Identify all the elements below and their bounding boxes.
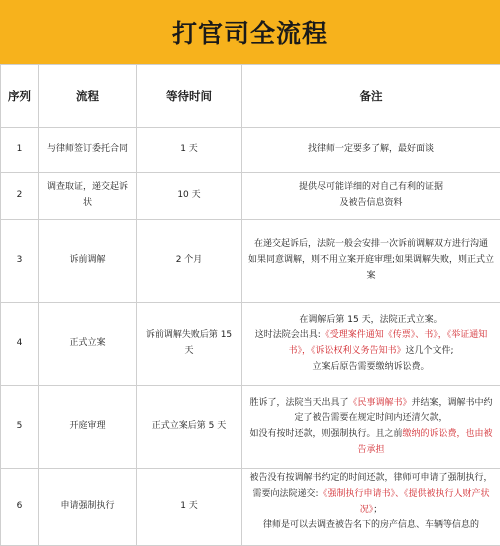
- note-text: 这时法院会出具:: [255, 330, 321, 340]
- header-sequence: 序列: [1, 65, 39, 128]
- title-banner: [0, 0, 500, 64]
- note-text: 在递交起诉后，法院一般会安排一次诉前调解双方进行沟通: [254, 239, 488, 249]
- note-text: 如没有按时还款，则强制执行。且之前: [249, 429, 402, 439]
- row-number: 2: [1, 173, 39, 220]
- wait-time: 正式立案后第 5 天: [137, 386, 242, 469]
- row-number: 5: [1, 386, 39, 469]
- note-text: 立案后原告需要缴纳诉讼费。: [312, 362, 429, 372]
- note-highlight: 《受理案件通知《传票》、书》，《举证通知书》，《诉讼权利义务告知书》: [288, 330, 487, 356]
- note-paragraph: [246, 328, 496, 360]
- note-paragraph: [246, 396, 496, 428]
- table-row: [1, 469, 500, 546]
- header-process: 流程: [39, 65, 137, 128]
- note-cell: [242, 386, 500, 469]
- note-paragraph: [246, 253, 496, 285]
- note-text: ；: [373, 505, 382, 515]
- note-paragraph: [246, 471, 496, 518]
- note-cell: [242, 173, 500, 220]
- page-title: 打官司全流程: [172, 14, 328, 50]
- table-row: [1, 303, 500, 386]
- note-text: 找律师一定要多了解，最好面谈: [308, 144, 434, 154]
- note-highlight: 缴纳的诉讼费，也由被告承担: [357, 429, 492, 455]
- row-number: 6: [1, 469, 39, 546]
- process-step: 诉前调解: [39, 220, 137, 303]
- note-text: 及被告信息资料: [339, 198, 402, 208]
- table-header-row: [1, 65, 500, 128]
- header-wait-time: 等待时间: [137, 65, 242, 128]
- table-row: [1, 173, 500, 220]
- note-paragraph: [246, 180, 496, 196]
- note-paragraph: [246, 427, 496, 459]
- header-notes: 备注: [242, 65, 500, 128]
- note-paragraph: [246, 196, 496, 212]
- note-paragraph: [246, 142, 496, 158]
- note-cell: [242, 469, 500, 546]
- note-paragraph: [246, 360, 496, 376]
- wait-time: 2 个月: [137, 220, 242, 303]
- row-number: 4: [1, 303, 39, 386]
- note-cell: [242, 220, 500, 303]
- process-step: 正式立案: [39, 303, 137, 386]
- note-text: 胜诉了，法院当天出具了: [249, 398, 348, 408]
- note-text: 被告没有按调解书约定的时间还款，律师可申请了强制执行，需要向法院递交:: [249, 473, 492, 499]
- wait-time: 1 天: [137, 128, 242, 173]
- note-text: 这几个文件;: [405, 346, 453, 356]
- wait-time: 10 天: [137, 173, 242, 220]
- process-table: [0, 64, 500, 546]
- table-row: [1, 220, 500, 303]
- wait-time: 诉前调解失败后第 15 天: [137, 303, 242, 386]
- row-number: 1: [1, 128, 39, 173]
- process-step: 调查取证，递交起诉状: [39, 173, 137, 220]
- note-text: 提供尽可能详细的对自己有利的证据: [299, 182, 443, 192]
- process-step: 申请强制执行: [39, 469, 137, 546]
- note-paragraph: [246, 313, 496, 329]
- process-step: 与律师签订委托合同: [39, 128, 137, 173]
- note-paragraph: [246, 518, 496, 534]
- note-text: 并结案，调解书中约定了被告需要在规定时间内还清欠款，: [294, 398, 492, 424]
- note-cell: [242, 128, 500, 173]
- note-text: 律师是可以去调查被告名下的房产信息、车辆等信息的: [263, 520, 479, 530]
- note-text: 在调解后第 15 天，法院正式立案。: [299, 315, 442, 325]
- note-highlight: 《民事调解书》: [348, 398, 411, 408]
- table-row: [1, 128, 500, 173]
- row-number: 3: [1, 220, 39, 303]
- note-highlight: 《强制执行申请书》、《提供被执行人财产状况》: [319, 489, 490, 515]
- note-text: 如果同意调解，则不用立案开庭审理;如果调解失败，则正式立案: [248, 255, 494, 281]
- note-paragraph: [246, 237, 496, 253]
- table-row: [1, 386, 500, 469]
- wait-time: 1 天: [137, 469, 242, 546]
- process-step: 开庭审理: [39, 386, 137, 469]
- note-cell: [242, 303, 500, 386]
